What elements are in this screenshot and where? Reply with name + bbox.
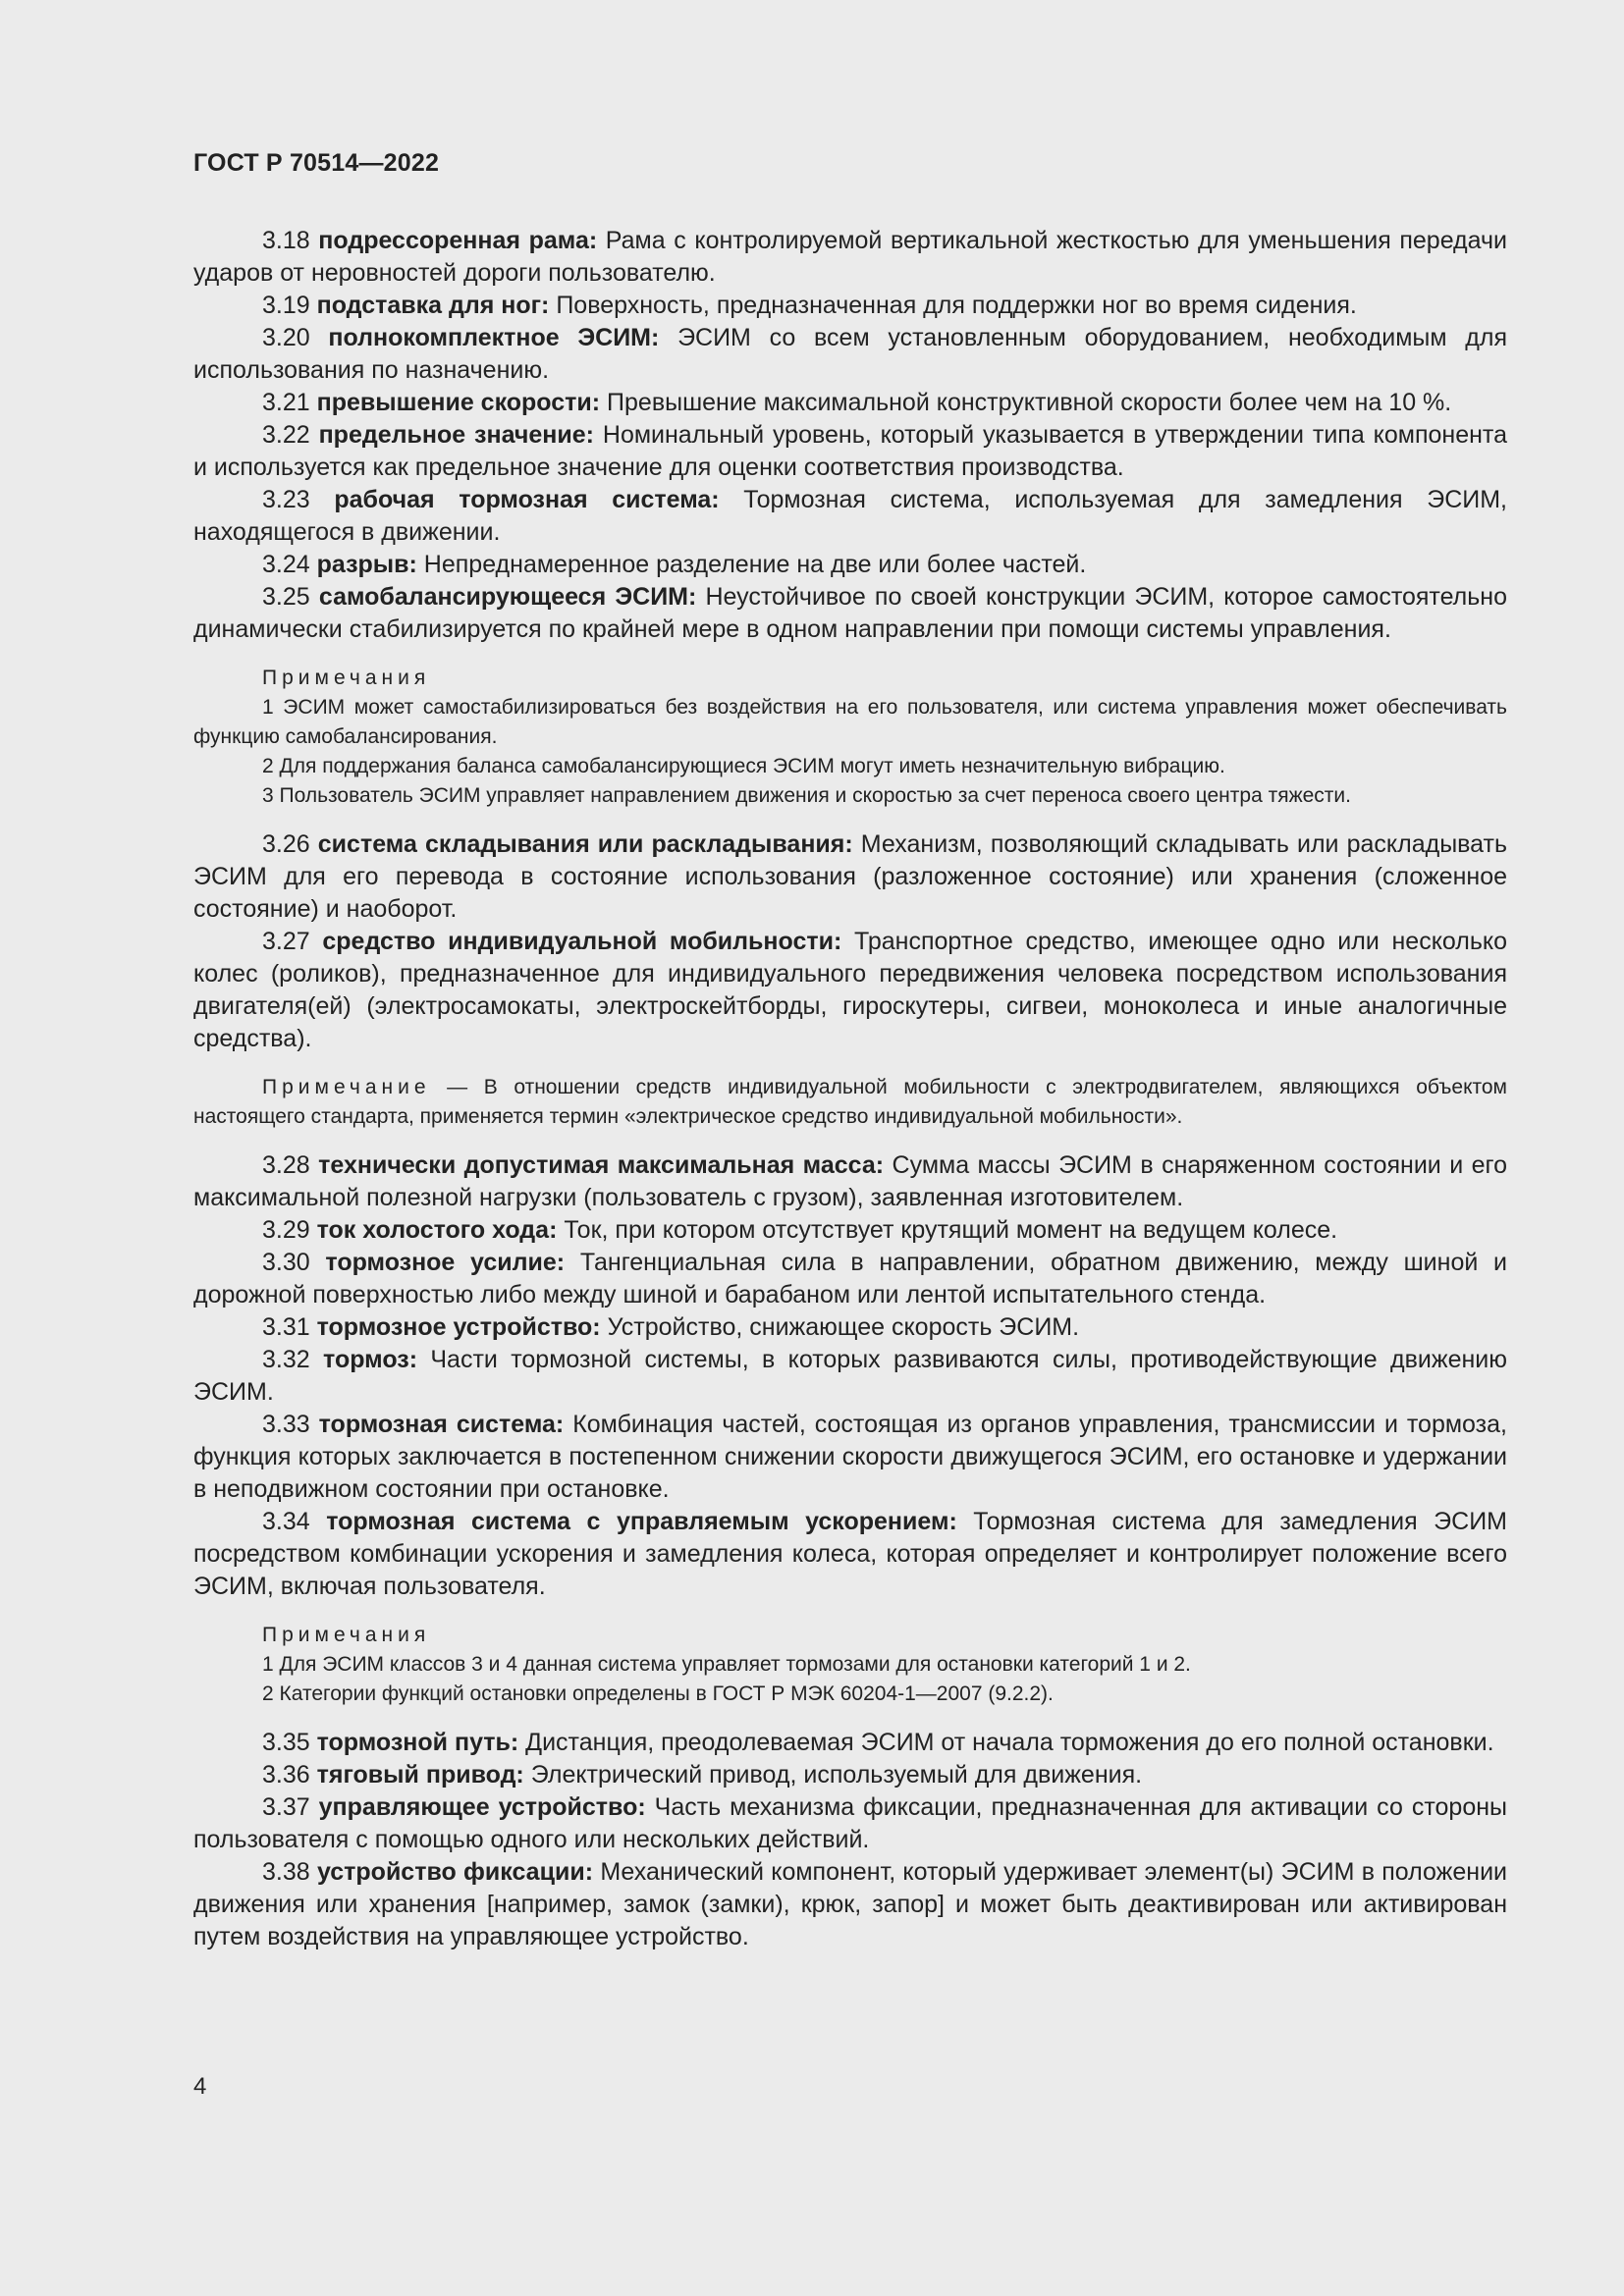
term-entry: 3.27 средство индивидуальной мобильности: Транспортное средство, имеющее одно или несколько колес (роликов), предназначенное для индивидуального передвижения человека посредством использования двигателя(ей) (электросамокаты, электроскейтборды, гироскутеры, сигвеи, моноколеса и иные аналогичные средства). <box>193 928 1508 1052</box>
terms-block-d <box>193 1727 1507 1953</box>
page-body <box>193 225 1507 1953</box>
term-entry: 3.18 подрессоренная рама: Рама с контролируемой вертикальной жесткостью для уменьшения передачи ударов от неровностей дороги пользователю. <box>193 227 1507 287</box>
term-entry: 3.20 полнокомплектное ЭСИМ: ЭСИМ со всем установленным оборудованием, необходимым для использования по назначению. <box>193 324 1507 384</box>
notes-block-2 <box>193 1073 1507 1132</box>
term-entry: 3.32 тормоз: Части тормозной системы, в которых развиваются силы, противодействующие движению ЭСИМ. <box>193 1346 1508 1406</box>
term-entry: 3.38 устройство фиксации: Механический компонент, который удерживает элемент(ы) ЭСИМ в положении движения или хранения [например, замок (замки), крюк, запор] и может быть деактивирован или активирован путем воздействия на управляющее устройство. <box>193 1858 1508 1950</box>
notes-heading: Примечания <box>262 667 431 689</box>
term-entry: 3.19 подставка для ног: Поверхность, предназначенная для поддержки ног во время сидения. <box>262 292 1357 319</box>
term-entry: 3.35 тормозной путь: Дистанция, преодолеваемая ЭСИМ от начала торможения до его полной остановки. <box>262 1729 1494 1756</box>
document-header: ГОСТ Р 70514—2022 <box>193 149 440 177</box>
notes-heading: Примечания <box>262 1624 431 1646</box>
term-entry: 3.22 предельное значение: Номинальный уровень, который указывается в утверждении типа компонента и используется как предельное значение для оценки соответствия производства. <box>193 421 1507 481</box>
term-entry: 3.31 тормозное устройство: Устройство, снижающее скорость ЭСИМ. <box>262 1313 1080 1341</box>
term-entry: 3.33 тормозная система: Комбинация частей, состоящая из органов управления, трансмиссии и тормоза, функция которых заключается в постепенном снижении скорости движущегося ЭСИМ, его остановке и удержании в неподвижном состоянии при остановке. <box>193 1411 1507 1503</box>
term-entry: 3.26 система складывания или раскладывания: Механизм, позволяющий складывать или раскладывать ЭСИМ для его перевода в состояние использования (разложенное состояние) или хранения (сложенное состояние) и наоборот. <box>193 830 1508 923</box>
term-entry: 3.21 превышение скорости: Превышение максимальной конструктивной скорости более чем на 10 %. <box>262 389 1452 416</box>
term-entry: 3.30 тормозное усилие: Тангенциальная сила в направлении, обратном движению, между шиной и дорожной поверхностью либо между шиной и барабаном или лентой испытательного стенда. <box>193 1249 1507 1308</box>
term-entry: 3.25 самобалансирующееся ЭСИМ: Неустойчивое по своей конструкции ЭСИМ, которое самостоятельно динамически стабилизируется по крайней мере в одном направлении при помощи системы управления. <box>193 583 1507 643</box>
term-entry: 3.28 технически допустимая максимальная масса: Сумма массы ЭСИМ в снаряженном состоянии и его максимальной полезной нагрузки (пользователь с грузом), заявленная изготовителем. <box>193 1151 1507 1211</box>
page-number: 4 <box>193 2073 207 2100</box>
term-entry: 3.23 рабочая тормозная система: Тормозная система, используемая для замедления ЭСИМ, находящегося в движении. <box>193 486 1507 546</box>
term-entry: 3.36 тяговый привод: Электрический привод, используемый для движения. <box>262 1761 1143 1789</box>
note-item: Примечание — В отношении средств индивидуальной мобильности с электродвигателем, являющихся объектом настоящего стандарта, применяется термин «электрическое средство индивидуальной мобильности». <box>193 1076 1507 1128</box>
term-entry: 3.24 разрыв: Непреднамеренное разделение на две или более частей. <box>262 551 1087 578</box>
terms-block-b <box>193 828 1507 1055</box>
term-entry: 3.29 ток холостого хода: Ток, при котором отсутствует крутящий момент на ведущем колесе. <box>262 1216 1338 1244</box>
note-item: 2 Категории функций остановки определены в ГОСТ Р МЭК 60204-1—2007 (9.2.2). <box>262 1682 1054 1705</box>
note-item: 2 Для поддержания баланса самобалансирующиеся ЭСИМ могут иметь незначительную вибрацию. <box>262 755 1225 777</box>
note-item: 1 Для ЭСИМ классов 3 и 4 данная система управляет тормозами для остановки категорий 1 и 2. <box>262 1653 1191 1676</box>
term-entry: 3.34 тормозная система с управляемым ускорением: Тормозная система для замедления ЭСИМ посредством комбинации ускорения и замедления колеса, которая определяет и контролирует положение всего ЭСИМ, включая пользователя. <box>193 1508 1507 1600</box>
note-item: 1 ЭСИМ может самостабилизироваться без воздействия на его пользователя, или система управления может обеспечивать функцию самобалансирования. <box>193 696 1507 748</box>
note-label: Примечание <box>262 1076 431 1098</box>
terms-block-c <box>193 1149 1507 1603</box>
notes-block-1 <box>193 664 1507 811</box>
terms-block-a <box>193 225 1507 646</box>
term-entry: 3.37 управляющее устройство: Часть механизма фиксации, предназначенная для активации со стороны пользователя с помощью одного или нескольких действий. <box>193 1793 1507 1853</box>
note-item: 3 Пользователь ЭСИМ управляет направлением движения и скоростью за счет переноса своего центра тяжести. <box>262 784 1351 807</box>
notes-block-3 <box>193 1621 1507 1709</box>
